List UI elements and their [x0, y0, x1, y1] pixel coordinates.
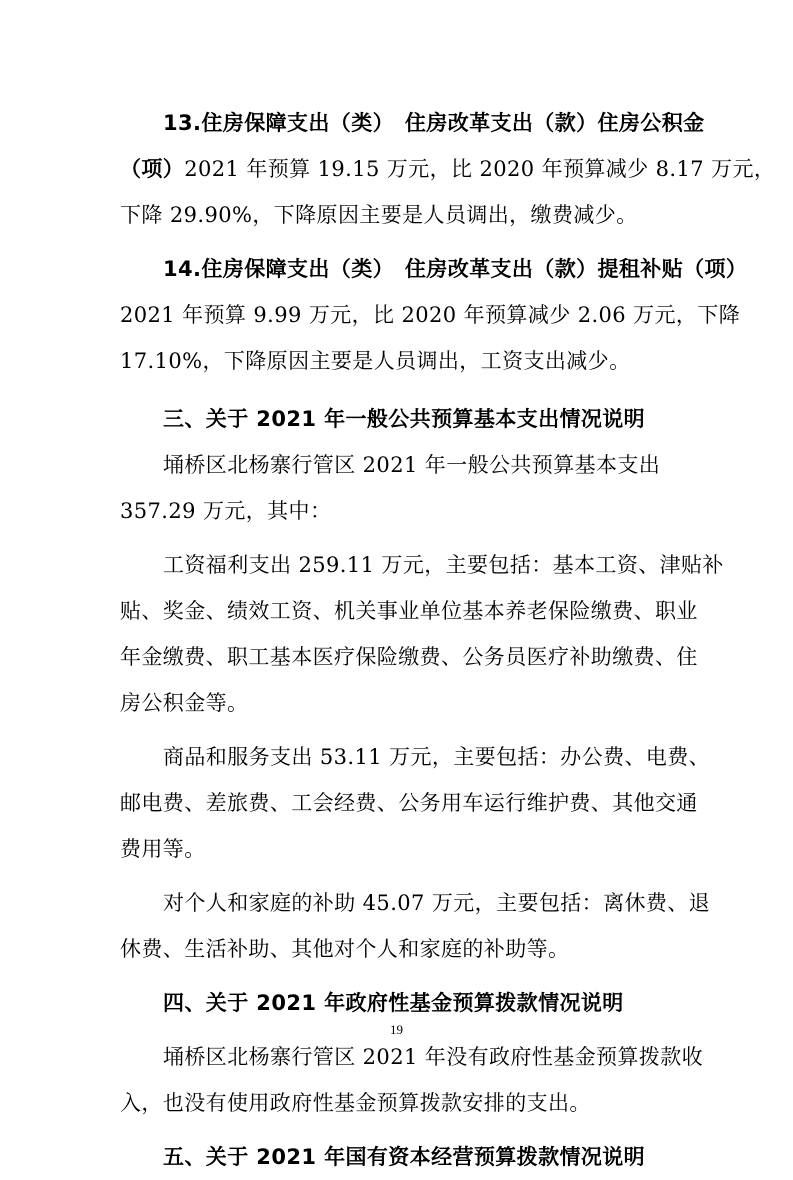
page-number: 19 [390, 1022, 403, 1037]
salary-line-4: 房公积金等。 [120, 691, 249, 715]
salary-line-2: 贴、奖金、绩效工资、机关事业单位基本养老保险缴费、职业 [120, 599, 698, 623]
subsidy-line-1: 对个人和家庭的补助 45.07 万元，主要包括：离休费、退 [163, 891, 711, 915]
section-14-heading: 14.住房保障支出（类） 住房改革支出（款）提租补贴（项） [163, 257, 748, 281]
goods-line-1: 商品和服务支出 53.11 万元，主要包括：办公费、电费、 [163, 745, 711, 769]
heading-section-3: 三、关于 2021 年一般公共预算基本支出情况说明 [163, 407, 646, 431]
section-13-line-2 [120, 146, 776, 192]
section-13-item-label: （项） [120, 157, 185, 181]
section-14-line-3: 17.10%，下降原因主要是人员调出，工资支出减少。 [120, 349, 631, 373]
document-body [120, 100, 776, 1180]
section-13-line-3: 下降 29.90%，下降原因主要是人员调出，缴费减少。 [120, 203, 638, 227]
fund-line-1: 埇桥区北杨寨行管区 2021 年没有政府性基金预算拨款收 [163, 1045, 703, 1069]
fund-line-2: 入，也没有使用政府性基金预算拨款安排的支出。 [120, 1091, 591, 1115]
basic-expenditure-line-2: 357.29 万元，其中： [120, 499, 332, 523]
heading-section-4: 四、关于 2021 年政府性基金预算拨款情况说明 [163, 991, 624, 1015]
goods-line-3: 费用等。 [120, 837, 206, 861]
basic-expenditure-line-1: 埇桥区北杨寨行管区 2021 年一般公共预算基本支出 [163, 453, 661, 477]
salary-line-1: 工资福利支出 259.11 万元，主要包括：基本工资、津贴补 [163, 553, 724, 577]
subsidy-line-2: 休费、生活补助、其他对个人和家庭的补助等。 [120, 937, 570, 961]
goods-line-2: 邮电费、差旅费、工会经费、公务用车运行维护费、其他交通 [120, 791, 698, 815]
section-14-line-2: 2021 年预算 9.99 万元，比 2020 年预算减少 2.06 万元，下降 [120, 303, 741, 327]
section-13-budget-text: 2021 年预算 19.15 万元，比 2020 年预算减少 8.17 万元， [184, 157, 776, 181]
salary-line-3: 年金缴费、职工基本医疗保险缴费、公务员医疗补助缴费、住 [120, 645, 698, 669]
section-13-heading: 13.住房保障支出（类） 住房改革支出（款）住房公积金 [163, 111, 705, 135]
heading-section-5: 五、关于 2021 年国有资本经营预算拨款情况说明 [163, 1145, 646, 1169]
